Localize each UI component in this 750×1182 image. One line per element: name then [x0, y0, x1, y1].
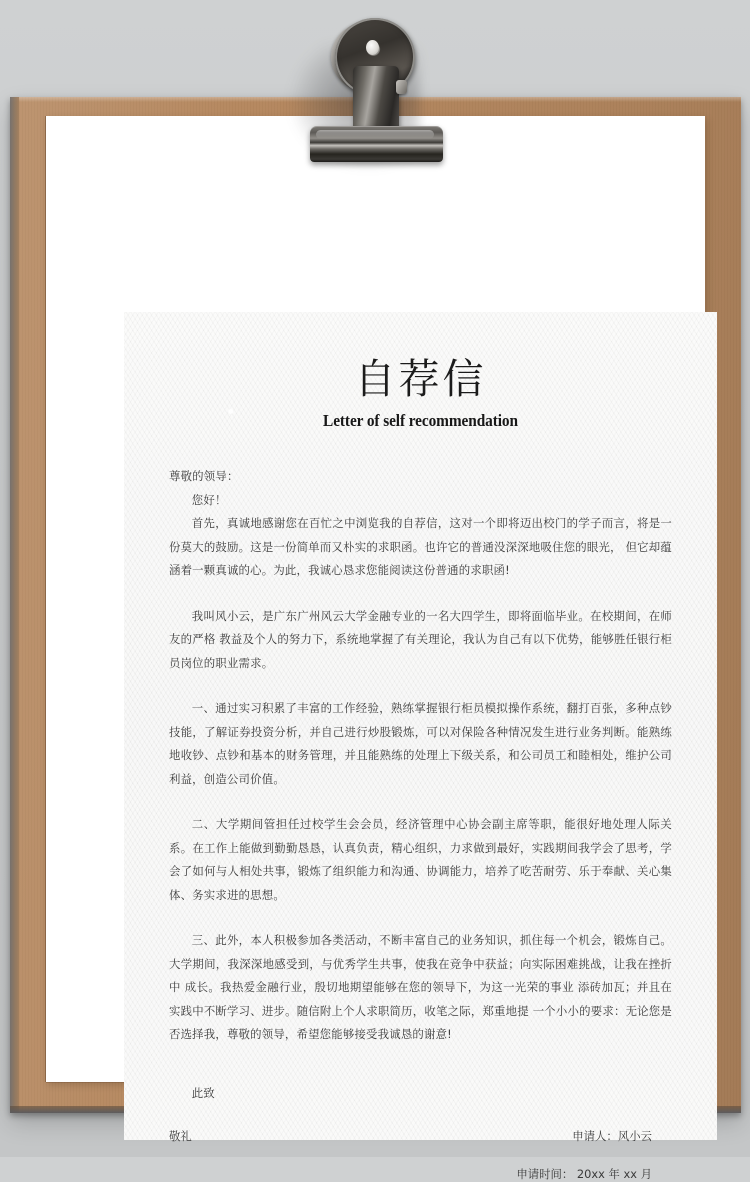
page-title: 自荐信 — [354, 355, 487, 403]
salutation: 尊敬的领导： — [169, 469, 239, 484]
applicant-name: 申请人：风小云 — [572, 1128, 652, 1143]
greeting: 您好！ — [191, 492, 227, 507]
page-subtitle: Letter of self recommendation — [323, 411, 518, 431]
letter-body — [124, 431, 717, 1047]
clipboard-left-edge — [10, 97, 19, 1113]
clip-lever — [396, 80, 407, 94]
closing-cizhi: 此致 — [191, 1085, 215, 1100]
closing-signature-row — [169, 1128, 672, 1144]
paragraph-2: 我叫风小云，是广东广州风云大学金融专业的一名大四学生，即将面临毕业。在校期间，在师友的严格 教益及个人的努力下，系统地掌握了有关理论，我认为自己有以下优势，能够胜任银行柜员岗位的职业需求。 — [169, 608, 672, 670]
paper-sheet — [46, 116, 705, 1181]
paragraph-3: 一、通过实习积累了丰富的工作经验，熟练掌握银行柜员模拟操作系统，翻打百张，多种点钞技能，了解证券投资分析，并自己进行炒股锻炼，可以对保险各种情况发生进行业务判断。能熟练地收钞、点钞和基本的财务管理，并且能熟练的处理上下级关系，和公司员工和睦相处，维护公司利益，创造公司价值。 — [169, 701, 672, 786]
application-date: 申请时间： 20xx 年 xx 月 — [516, 1166, 652, 1181]
closing-jingli: 敬礼 — [169, 1128, 192, 1143]
clip-bar — [310, 126, 443, 162]
bulldog-clip-icon — [288, 18, 464, 170]
paragraph-4: 二、大学期间管担任过校学生会会员，经济管理中心协会副主席等职，能很好地处理人际关系。在工作上能做到勤勤恳恳，认真负责，精心组织，力求做到最好，实践期间我学会了思考，学会了如何与人相处共事，锻炼了组织能力和沟通、协调能力，培养了吃苦耐劳、乐于奉献、关心集体、务实求进的思想。 — [169, 817, 672, 902]
paragraph-1: 首先，真诚地感谢您在百忙之中浏览我的自荐信，这对一个即将迈出校门的学子而言，将是一份莫大的鼓励。这是一份简单而又朴实的求职函。也许它的普通没深深地吸住您的眼光， 但它却蕴涵着一颗真诚的心。为此，我诚心恳求您能阅读这份普通的求职函! — [169, 516, 672, 578]
paragraph-5: 三、此外，本人积极参加各类活动，不断丰富自己的业务知识，抓住每一个机会，锻炼自己。大学期间，我深深地感受到，与优秀学生共事，使我在竞争中获益；向实际困难挑战，让我在挫折中 成长。我热爱金融行业，殷切地期望能够在您的领导下，为这一光荣的事业 添砖加瓦；并且在实践中不断学习、进步。随信附上个人求职简历，收笔之际，郑重地提 一个小小的要求：无论您是否选择我，尊敬的领导，希望您能够接受我诚恳的谢意! — [169, 933, 672, 1042]
letter-closing — [124, 1085, 717, 1182]
letter-document — [124, 312, 717, 1181]
